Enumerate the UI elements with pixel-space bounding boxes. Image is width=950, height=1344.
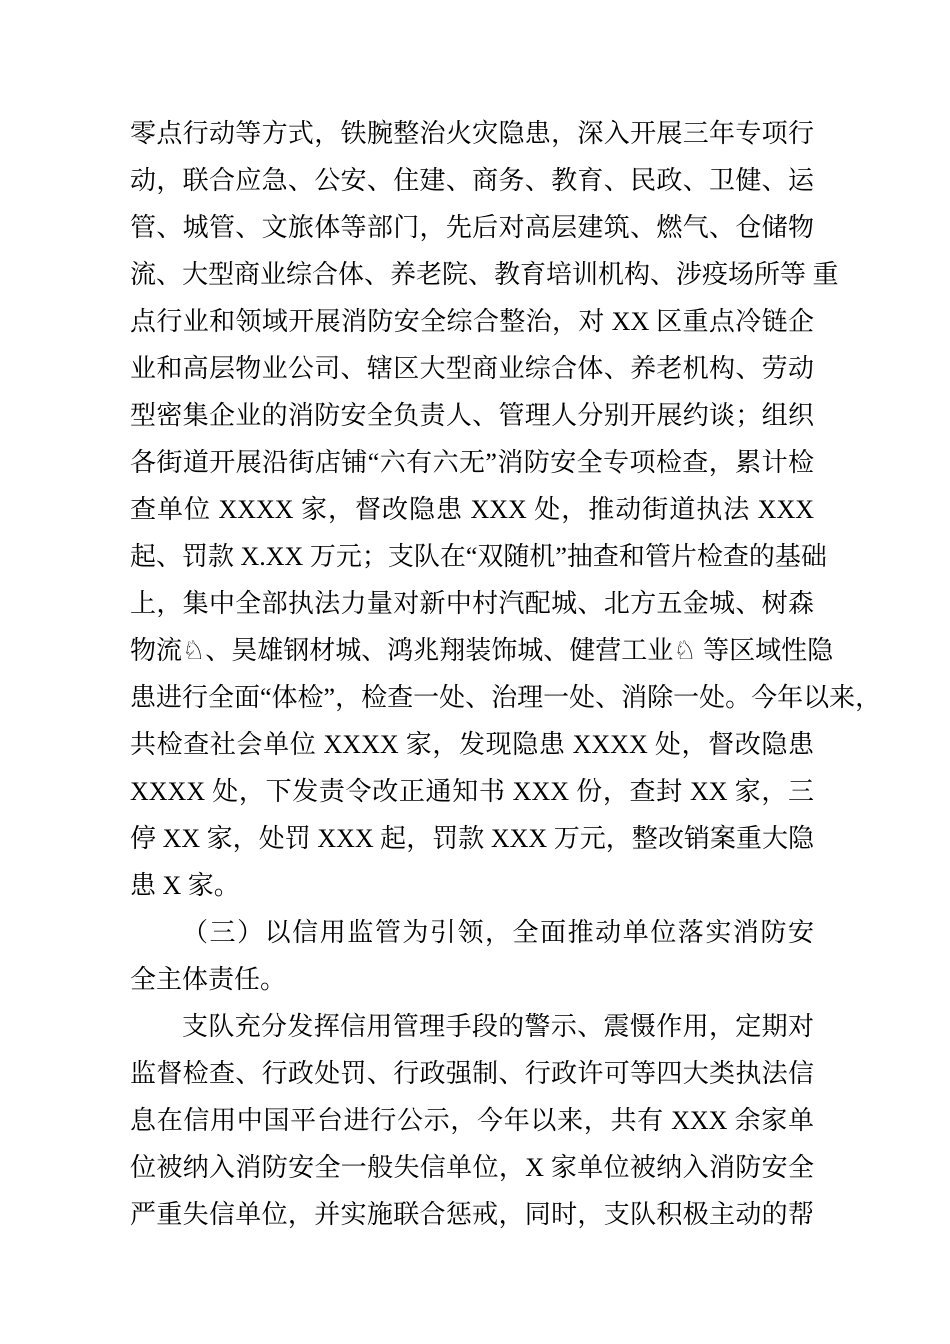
text-line: 物流♘、昊雄钢材城、鸿兆翔装饰城、健营工业♘ 等区域性隐	[130, 636, 834, 665]
text-line: 位被纳入消防安全一般失信单位，X 家单位被纳入消防安全	[130, 1153, 814, 1182]
text-line: 流、大型商业综合体、养老院、教育培训机构、涉疫场所等 重	[130, 260, 839, 289]
text-line: 零点行动等方式，铁腕整治火灾隐患，深入开展三年专项行	[130, 119, 814, 148]
text-line: 各街道开展沿街店铺“六有六无”消防安全专项检查，累计检	[130, 448, 814, 477]
text-line: 查单位 XXXX 家，督改隐患 XXX 处，推动街道执法 XXX	[130, 495, 814, 524]
paragraph-section-heading	[130, 909, 814, 1003]
text-line: 点行业和领域开展消防安全综合整治，对 XX 区重点冷链企	[130, 307, 814, 336]
text-line: 停 XX 家，处罚 XXX 起，罚款 XXX 万元，整改销案重大隐	[130, 824, 814, 853]
text-line: 息在信用中国平台进行公示，今年以来，共有 XXX 余家单	[130, 1106, 814, 1135]
text-line: 监督检查、行政处罚、行政强制、行政许可等四大类执法信	[130, 1059, 814, 1088]
text-line: 支队充分发挥信用管理手段的警示、震慑作用，定期对	[182, 1012, 814, 1041]
text-line: 业和高层物业公司、辖区大型商业综合体、养老机构、劳动	[130, 354, 814, 383]
text-line: 上，集中全部执法力量对新中村汽配城、北方五金城、树森	[130, 589, 814, 618]
text-line: 共检查社会单位 XXXX 家，发现隐患 XXXX 处，督改隐患	[130, 730, 814, 759]
text-line: 动，联合应急、公安、住建、商务、教育、民政、卫健、运	[130, 166, 814, 195]
paragraph-body-continuation	[130, 110, 882, 909]
text-line: 患 X 家。	[130, 871, 240, 900]
text-line: 严重失信单位，并实施联合惩戒，同时，支队积极主动的帮	[130, 1200, 814, 1229]
text-line: XXXX 处，下发责令改正通知书 XXX 份，查封 XX 家，三	[130, 777, 814, 806]
section-heading-line: 全主体责任。	[130, 965, 287, 994]
paragraph-body	[130, 1003, 814, 1238]
text-line: 患进行全面“体检”，检查一处、治理一处、消除一处。今年以来，	[130, 683, 882, 712]
section-heading-line: （三）以信用监管为引领，全面推动单位落实消防安	[182, 918, 814, 947]
text-line: 管、城管、文旅体等部门，先后对高层建筑、燃气、仓储物	[130, 213, 814, 242]
document-content	[130, 110, 882, 1238]
text-line: 型密集企业的消防安全负责人、管理人分别开展约谈；组织	[130, 401, 814, 430]
text-line: 起、罚款 X.XX 万元；支队在“双随机”抽查和管片检查的基础	[130, 542, 827, 571]
